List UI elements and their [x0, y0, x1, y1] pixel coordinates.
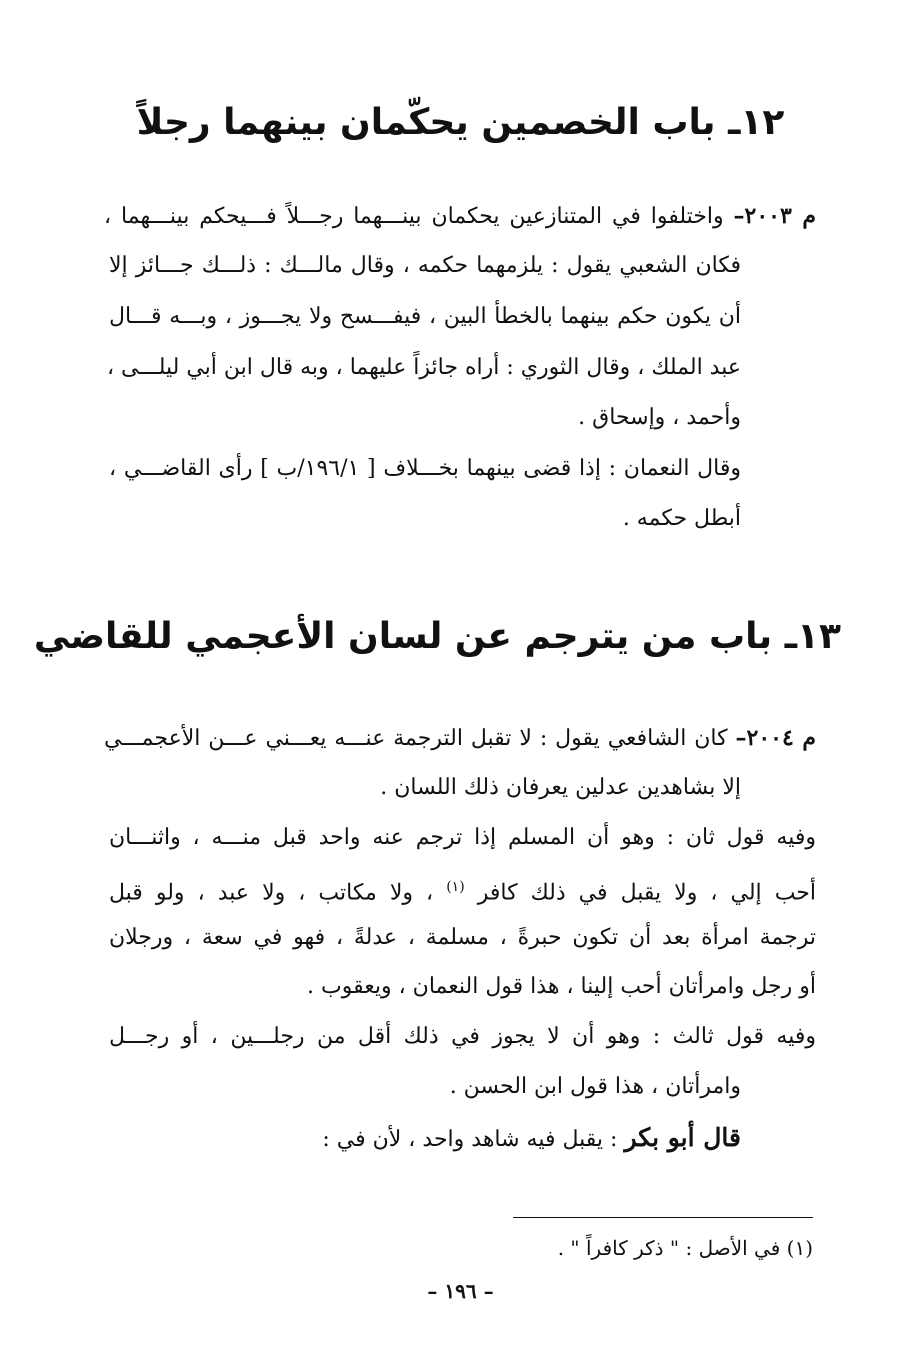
- text-line: وامرأتان ، هذا قول ابن الحسن .: [449, 1074, 741, 1099]
- footnote-divider: [513, 1217, 813, 1218]
- footnote: [558, 1233, 813, 1263]
- text-segment: واختلفوا في المتنازعين يحكمان بينـــهما رجـــلاً فـــيحكم بينـــهما ،: [104, 204, 724, 229]
- text-line: أبطل حكمه .: [622, 506, 741, 531]
- entry-number: م ٢٠٠٤–: [735, 725, 816, 751]
- section-13-heading: ١٣ـ باب من يترجم عن لسان الأعجمي للقاضي: [33, 616, 841, 657]
- page-number: – ١٩٦ –: [427, 1279, 494, 1303]
- text-line: أن يكون حكم بينهما بالخطأ البين ، فيفـــسح ولا يجـــوز ، وبـــه قـــال: [109, 304, 741, 329]
- text-segment: ، ولا مكاتب ، ولا عبد ، ولو قبل: [109, 880, 434, 906]
- text-line: [322, 1121, 741, 1157]
- footnote-marker: (١): [786, 1236, 813, 1260]
- author-label: قال أبو بكر: [624, 1123, 741, 1152]
- text-line: إلا بشاهدين عدلين يعرفان ذلك اللسان .: [380, 775, 741, 800]
- text-line: وفيه قول ثان : وهو أن المسلم إذا ترجم عنه واحد قبل منـــه ، واثنـــان: [109, 825, 816, 850]
- text-line: وأحمد ، وإسحاق .: [578, 405, 741, 430]
- text-line: وفيه قول ثالث : وهو أن لا يجوز في ذلك أقل من رجلـــين ، أو رجـــل: [109, 1024, 816, 1049]
- text-segment: : يقبل فيه شاهد واحد ، لأن في :: [322, 1127, 618, 1152]
- text-segment: كان الشافعي يقول : لا تقبل الترجمة عنـــه يعـــني عـــن الأعجمـــي: [104, 726, 728, 751]
- text-line: ترجمة امرأة بعد أن تكون حبرةً ، مسلمة ، عدلةً ، فهو في سعة ، ورجلان: [109, 925, 816, 950]
- text-line: وقال النعمان : إذا قضى بينهما بخـــلاف [ ١٩٦/١/ب ] رأى القاضـــي ،: [109, 456, 741, 481]
- text-line: فكان الشعبي يقول : يلزمهما حكمه ، وقال مالـــك : ذلـــك جـــائز إلا: [109, 253, 741, 278]
- section-12-heading: ١٢ـ باب الخصمين يحكّمان بينهما رجلاً: [136, 102, 785, 143]
- text-segment: أحب إلي ، ولا يقبل في ذلك كافر: [477, 880, 817, 906]
- text-line: [104, 199, 816, 234]
- text-line: أو رجل وامرأتان أحب إلينا ، هذا قول النعمان ، ويعقوب .: [307, 974, 816, 999]
- entry-number: م ٢٠٠٣–: [733, 203, 816, 229]
- footnote-ref[interactable]: (١): [446, 879, 465, 895]
- text-line: عبد الملك ، وقال الثوري : أراه جائزاً عليهما ، وبه قال ابن أبي ليلـــى ،: [106, 355, 741, 380]
- footnote-text: في الأصل : " ذكر كافراً " .: [557, 1236, 781, 1260]
- text-line: [109, 870, 816, 910]
- text-line: [104, 721, 816, 756]
